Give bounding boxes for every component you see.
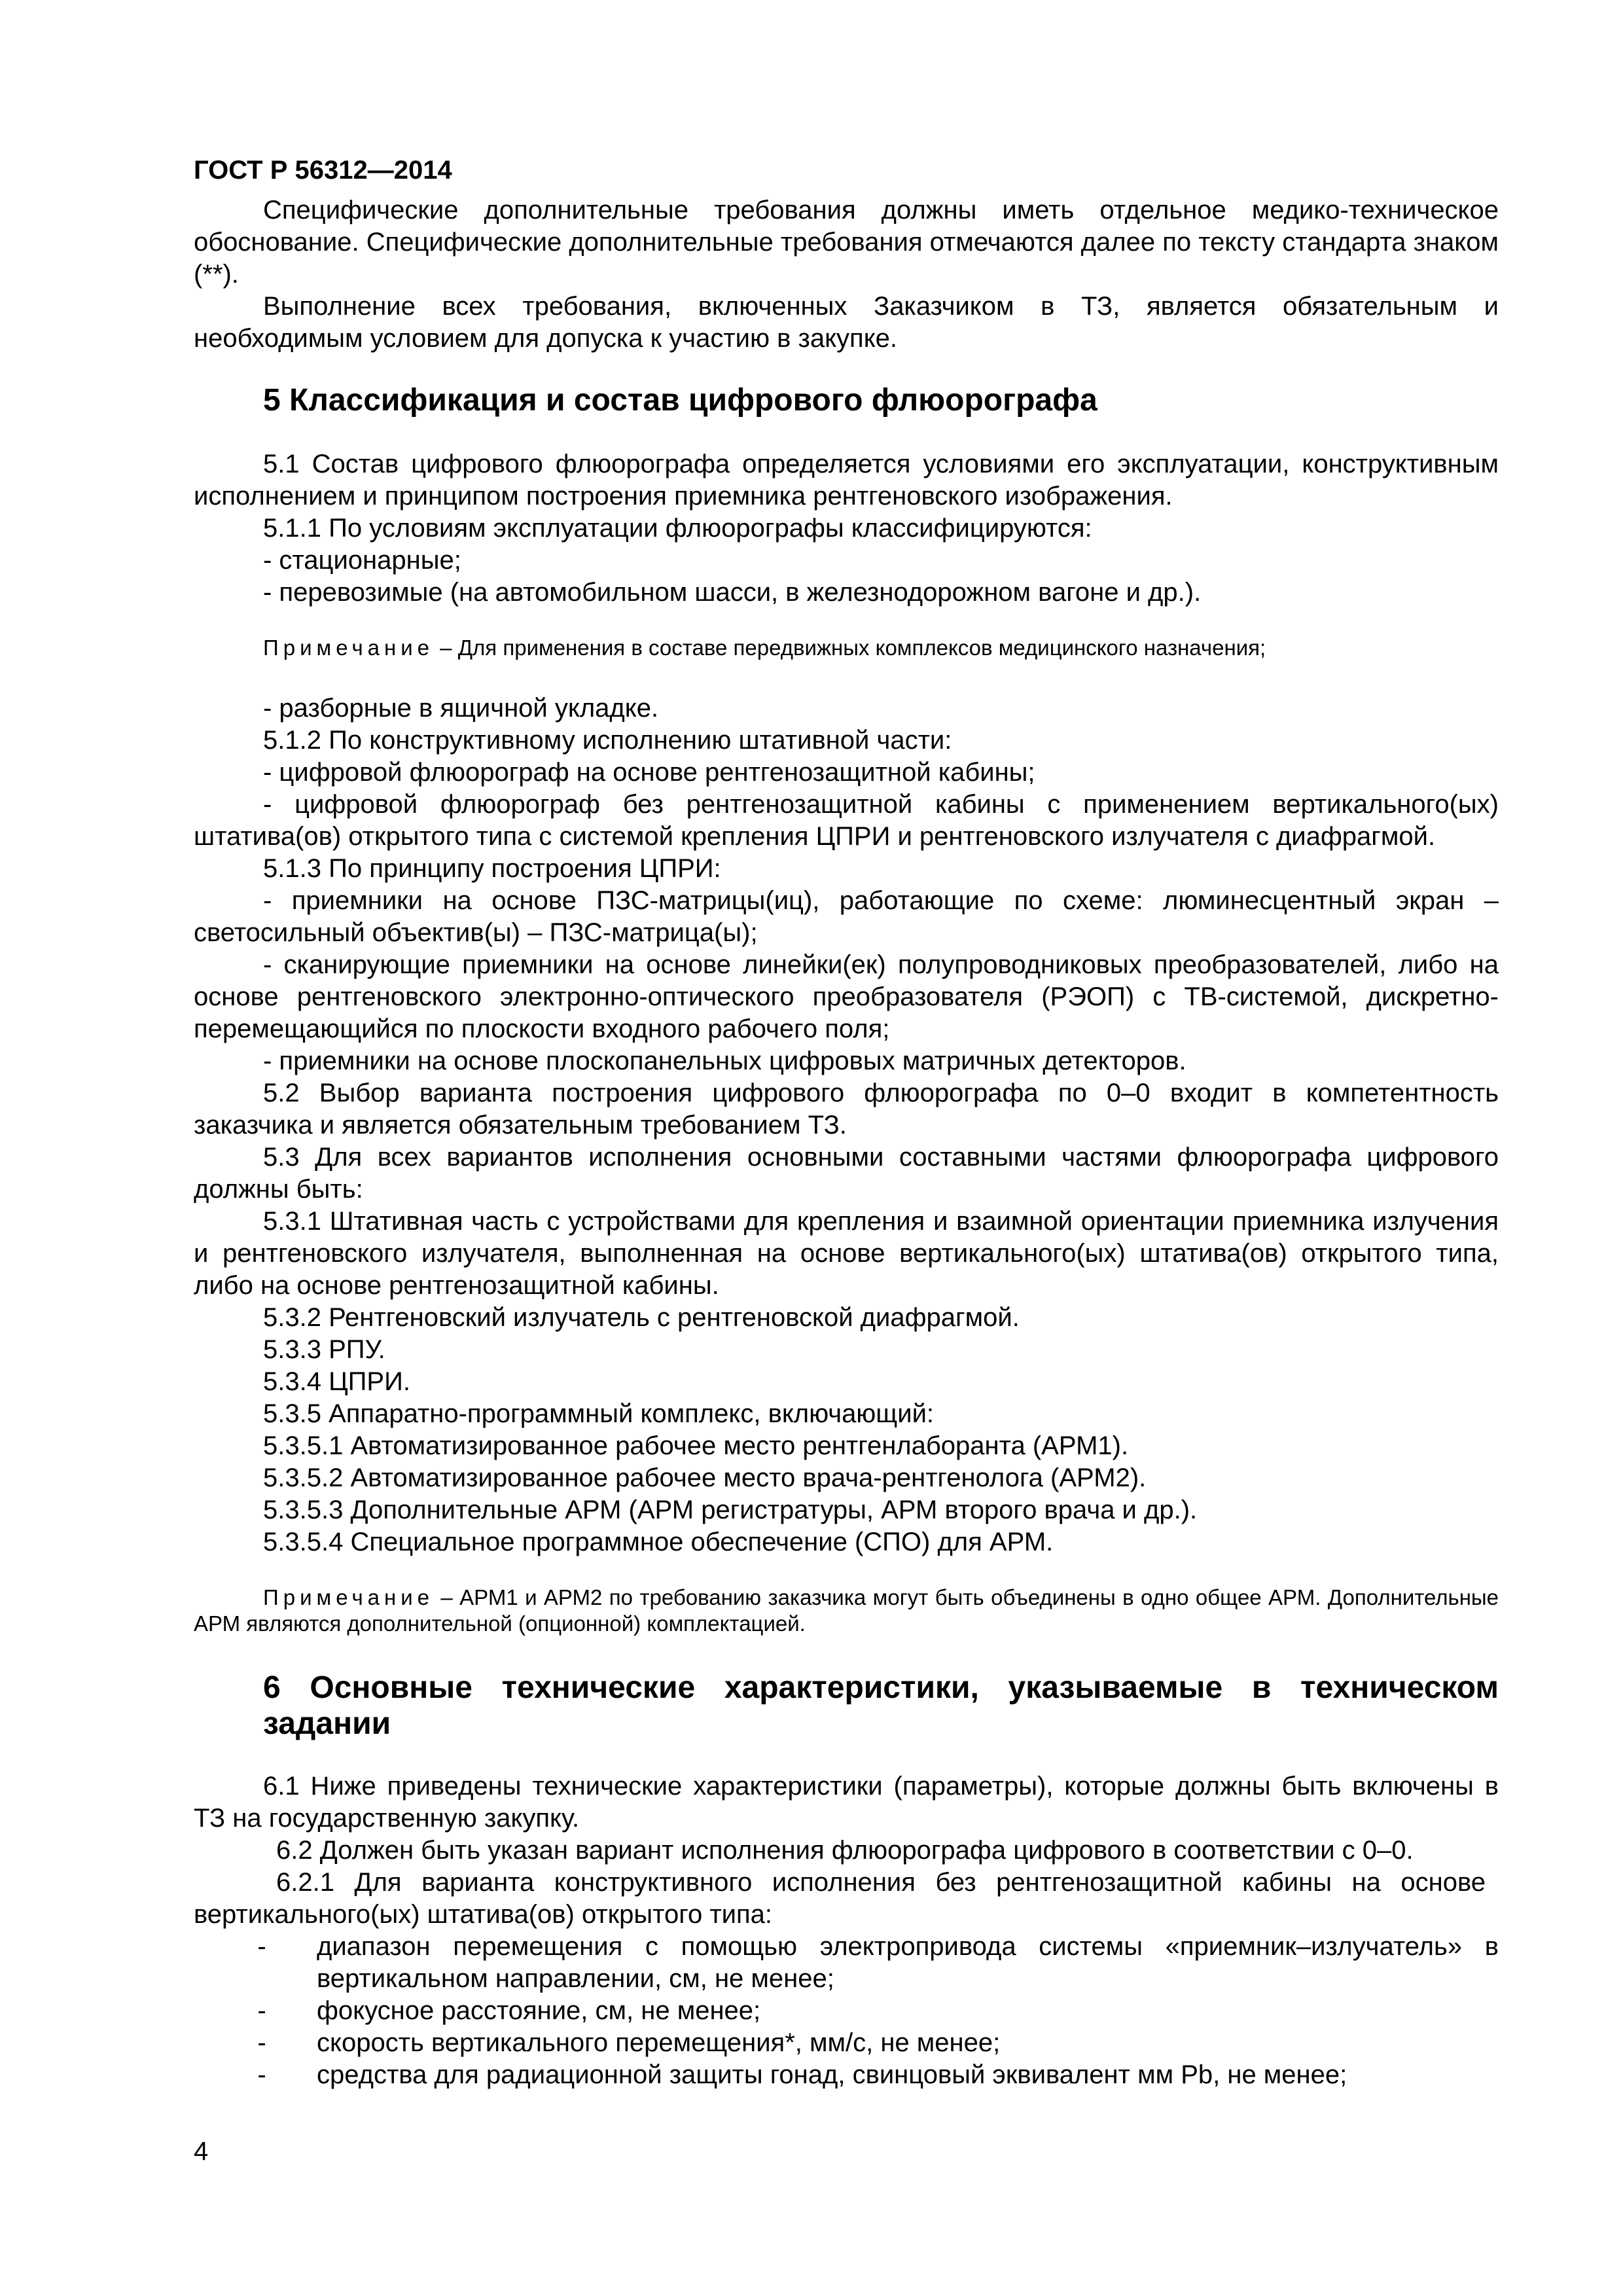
para-5-3-2: 5.3.2 Рентгеновский излучатель с рентгеновской диафрагмой. xyxy=(263,1303,1020,1332)
list-item xyxy=(207,1931,1499,1995)
list-item-text: фокусное расстояние, см, не менее; xyxy=(317,1996,761,2025)
para-5-1-1: 5.1.1 По условиям эксплуатации флюорографы классифицируются: xyxy=(263,514,1092,543)
requirements-list xyxy=(194,1931,1499,2091)
para-5-3-1: 5.3.1 Штативная часть с устройствами для крепления и взаимной ориентации приемника излучения и рентгеновского излучателя, выполненная на основе вертикального(ых) штатива(ов) открытого типа, либо на основе рентгенозащитной кабины. xyxy=(194,1207,1499,1300)
note-1-text: – Для применения в составе передвижных комплексов медицинского назначения; xyxy=(434,636,1266,660)
para-5-3-5-1: 5.3.5.1 Автоматизированное рабочее место рентгенлаборанта (АРМ1). xyxy=(263,1431,1129,1460)
list-item-text: диапазон перемещения с помощью электропривода системы «приемник–излучатель» в вертикальном направлении, см, не менее; xyxy=(317,1932,1499,1993)
para-6-1: 6.1 Ниже приведены технические характеристики (параметры), которые должны быть включены в ТЗ на государственную закупку. xyxy=(194,1772,1499,1833)
para-5-3-5-3: 5.3.5.3 Дополнительные АРМ (АРМ регистратуры, АРМ второго врача и др.). xyxy=(263,1496,1198,1524)
para-5-1-3: 5.1.3 По принципу построения ЦПРИ: xyxy=(263,854,721,883)
para-5-3-5-2: 5.3.5.2 Автоматизированное рабочее место врача-рентгенолога (АРМ2). xyxy=(263,1463,1147,1492)
para-5-2: 5.2 Выбор варианта построения цифрового флюорографа по 0–0 входит в компетентность заказчика и является обязательным требованием ТЗ. xyxy=(194,1079,1499,1139)
list-dash: - xyxy=(257,2060,266,2089)
list-dash: - xyxy=(257,1996,266,2025)
list-item-text: средства для радиационной защиты гонад, свинцовый эквивалент мм Pb, не менее; xyxy=(317,2060,1347,2089)
page-body xyxy=(194,154,1499,2091)
list-dash: - xyxy=(257,1932,266,1961)
bullet-stationary: - стационарные; xyxy=(263,546,461,575)
list-item xyxy=(207,1995,1499,2027)
document-header: ГОСТ Р 56312—2014 xyxy=(194,156,452,185)
list-dash: - xyxy=(257,2028,266,2057)
bullet-transportable: - перевозимые (на автомобильном шасси, в железнодорожном вагоне и др.). xyxy=(263,578,1202,607)
para-5-3-5: 5.3.5 Аппаратно-программный комплекс, включающий: xyxy=(263,1399,935,1428)
list-item-text: скорость вертикального перемещения*, мм/с, не менее; xyxy=(317,2028,1001,2057)
bullet-cabin: - цифровой флюорограф на основе рентгенозащитной кабины; xyxy=(263,758,1035,787)
list-item xyxy=(207,2059,1499,2091)
note-2-label: Примечание xyxy=(263,1585,435,1609)
para-5-3-3: 5.3.3 РПУ. xyxy=(263,1335,385,1364)
section-6-title: 6 Основные технические характеристики, указываемые в техническом задании xyxy=(263,1670,1499,1741)
para-6-2: 6.2 Должен быть указан вариант исполнения флюорографа цифрового в соответствии с 0–0. xyxy=(276,1836,1414,1865)
para-5-1-2: 5.1.2 По конструктивному исполнению штативной части: xyxy=(263,726,952,755)
para-5-3-5-4: 5.3.5.4 Специальное программное обеспечение (СПО) для АРМ. xyxy=(263,1528,1054,1556)
list-item xyxy=(207,2027,1499,2059)
para-6-2-1: 6.2.1 Для варианта конструктивного исполнения без рентгенозащитной кабины на основе вертикального(ых) штатива(ов) открытого типа: xyxy=(194,1868,1486,1929)
bullet-flat-panel: - приемники на основе плоскопанельных цифровых матричных детекторов. xyxy=(263,1047,1186,1075)
note-2-text: – АРМ1 и АРМ2 по требованию заказчика могут быть объединены в одно общее АРМ. Дополнительные АРМ являются дополнительной (опционной) комплектацией. xyxy=(194,1585,1499,1636)
para-5-3: 5.3 Для всех вариантов исполнения основными составными частями флюорографа цифрового должны быть: xyxy=(194,1143,1499,1204)
page-number: 4 xyxy=(194,2137,209,2166)
para-5-3-4: 5.3.4 ЦПРИ. xyxy=(263,1367,410,1396)
intro-paragraph-2: Выполнение всех требования, включенных Заказчиком в ТЗ, является обязательным и необходимым условием для допуска к участию в закупке. xyxy=(194,292,1499,353)
intro-paragraph-1: Специфические дополнительные требования должны иметь отдельное медико-техническое обоснование. Специфические дополнительные требования отмечаются далее по тексту стандарта знаком (**). xyxy=(194,196,1499,289)
bullet-ccd: - приемники на основе ПЗС-матрицы(иц), работающие по схеме: люминесцентный экран – светосильный объектив(ы) – ПЗС-матрица(ы); xyxy=(194,886,1499,947)
note-1-label: Примечание xyxy=(263,636,435,660)
para-5-1: 5.1 Состав цифрового флюорографа определяется условиями его эксплуатации, конструктивным исполнением и принципом построения приемника рентгеновского изображения. xyxy=(194,450,1499,511)
section-5-title: 5 Классификация и состав цифрового флюорографа xyxy=(263,383,1097,418)
note-1 xyxy=(194,635,1499,661)
note-2 xyxy=(194,1585,1499,1637)
bullet-collapsible: - разборные в ящичной укладке. xyxy=(263,694,659,723)
bullet-scanning: - сканирующие приемники на основе линейки(ек) полупроводниковых преобразователей, либо на основе рентгеновского электронно-оптического преобразователя (РЭОП) с ТВ-системой, дискретно-перемещающийся по плоскости входного рабочего поля; xyxy=(194,950,1499,1043)
bullet-no-cabin: - цифровой флюорограф без рентгенозащитной кабины с применением вертикального(ых) штатива(ов) открытого типа с системой крепления ЦПРИ и рентгеновского излучателя с диафрагмой. xyxy=(194,790,1499,851)
